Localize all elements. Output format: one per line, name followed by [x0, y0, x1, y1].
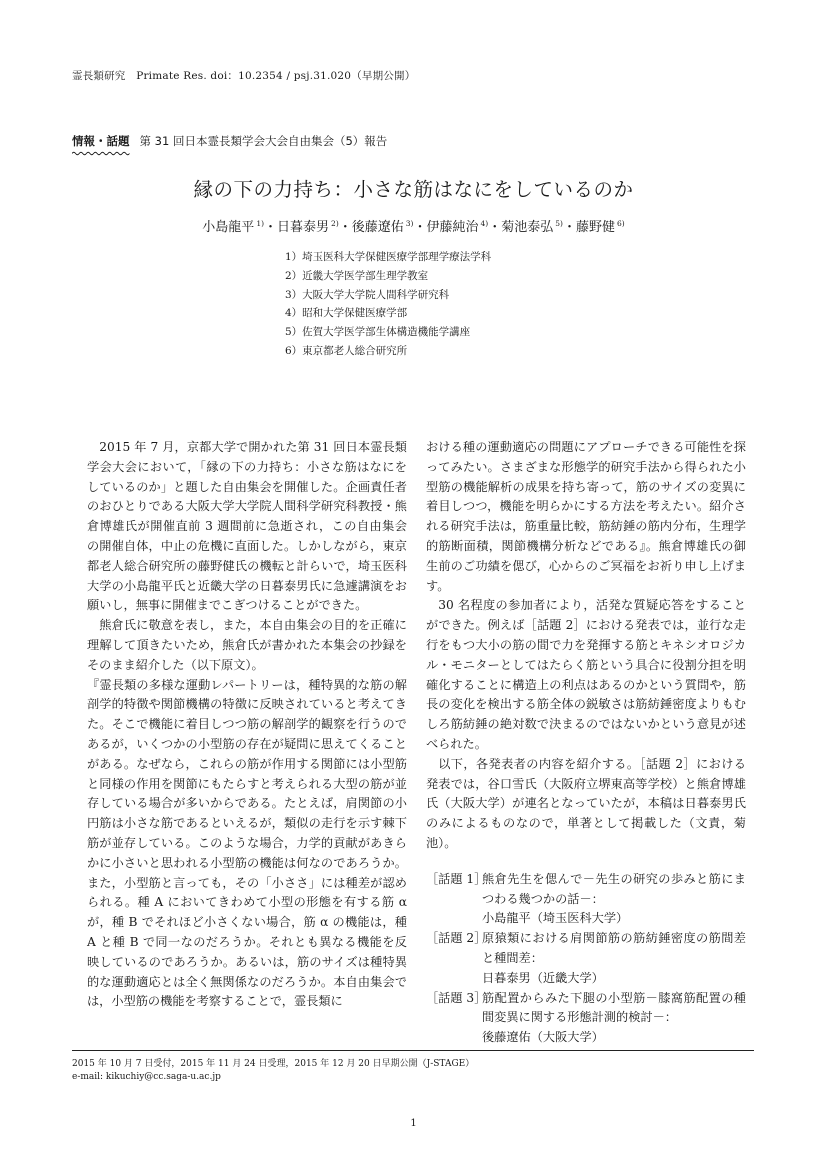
author-separator: ・: [413, 220, 427, 235]
topic-item: [426, 989, 746, 1048]
topic-item: [426, 870, 746, 929]
author-name: 菊池泰弘: [501, 220, 554, 235]
category-tag: [72, 134, 130, 151]
affiliation-item: 5）佐賀大学医学部生体構造機能学講座: [285, 326, 471, 339]
body-right-column: [426, 438, 746, 1048]
affiliation-item: 2）近畿大学医学部生理学教室: [285, 269, 429, 282]
topic-title: 原猿類における肩関節筋の筋紡錘密度の筋間差と種間差：: [482, 931, 746, 965]
topic-list: [426, 870, 746, 1048]
topic-number: ［話題 1］: [426, 871, 487, 886]
topic-title: 熊倉先生を偲んで－先生の研究の歩みと筋にまつわる幾つかの話－：: [482, 871, 746, 906]
affiliation-item: 1）埼玉医科大学保健医療学部理学療法学科: [285, 251, 492, 263]
author-affiliation-mark: 6): [616, 218, 625, 228]
report-tagline: [72, 133, 387, 149]
topic-speaker: 小島龍平（埼玉医科大学）: [482, 911, 629, 926]
body-paragraph: 2015 年 7 月，京都大学で開かれた第 31 回日本霊長類学会大会において，「縁の下の力持ち：小さな筋はなにをしているのか」と題した自由集会を開催した。企画責任者のおひとりである大阪大学大学院人間科学研究科教授・熊倉博雄氏が開催直前 3 週間前に急逝され，この自由集会の開催自体，中止の危機に直面した。しかしながら，東京都老人総合研究所の藤野健氏の機転と計らいで，埼玉医科大学の小島龍平氏と近畿大学の日暮泰男氏に急遽講演をお願いし，無事に開催までこぎつけることができた。: [87, 440, 407, 613]
topic-number: ［話題 3］: [426, 990, 487, 1005]
author-affiliation-mark: 2): [331, 218, 339, 228]
journal-header: 霊長類研究 Primate Res. doi：10.2354 / psj.31.020（早期公開）: [72, 70, 416, 82]
topic-title: 筋配置からみた下腿の小型筋－膝窩筋配置の種間変異に関する形態計測的検討－：: [482, 990, 746, 1025]
affiliation-item: 6）東京都老人総合研究所: [285, 344, 408, 357]
author-list: [0, 216, 827, 235]
abstract-quote-paragraph: 『霊長類の多様な運動レパートリーは，種特異的な筋の解剖学的特徴や関節機構の特徴に反映されていると考えてきた。そこで機能に着目しつつ筋の解剖学的観察を行うのであるが，いくつかの小型筋の存在が疑問に思えてくることがある。なぜなら，これらの筋が作用する関節には小型筋と同様の作用を関節にもたらすと考えられる大型の筋が並存している場合が多いからである。たとえば，肩関節の小円筋は小さな筋であるといえるが，類似の走行を示す棘下筋が並存している。このような場合，力学的貢献があきらかに小さいと思われる小型筋の機能は何なのであろうか。また，小型筋と言っても，その「小ささ」には種差が認められる。種 A においてきわめて小型の形態を有する筋 α が，種 B でそれほど小さくない場合，筋 α の機能は，種 A と種 B で同一なのだろうか。それとも異なる機能を反映しているのであろうか。あるいは，筋のサイズは種特異的な運動適応とは全く無関係なのだろうか。本自由集会では，小型筋の機能を考察することで，霊長類に: [87, 677, 407, 1009]
page-number: 1: [410, 1118, 417, 1129]
author-separator: ・: [562, 220, 576, 235]
author-separator: ・: [264, 220, 278, 235]
publication-dates: 2015 年 10 月 7 日受付，2015 年 11 月 24 日受理，2015 年 12 月 20 日早期公開（J-STAGE）: [72, 1059, 475, 1069]
body-paragraph: 熊倉氏に敬意を表し，また，本自由集会の目的を正確に理解して頂きたいため，熊倉氏が書かれた本集会の抄録をそのまま紹介した（以下原文）。: [87, 618, 407, 672]
report-title: 第 31 回日本霊長類学会大会自由集会（5）報告: [139, 134, 388, 148]
author-name: 日暮泰男: [277, 220, 330, 235]
body-paragraph: おける種の運動適応の問題にアプローチできる可能性を探ってみたい。さまざまな形態学的研究手法から得られた小型筋の機能解析の成果を持ち寄って，筋のサイズの変異に着目しつつ，機能を明らかにする方法を考えたい。紹介される研究手法は，筋重量比較，筋紡錘の筋内分布，生理学的筋断面積，関節機構分析などである』。熊倉博雄氏の御生前のご功績を偲び，心からのご冥福をお祈り申し上げます。: [426, 440, 746, 593]
topic-number: ［話題 2］: [426, 931, 487, 946]
affiliation-item: 4）昭和大学保健医療学部: [285, 307, 408, 320]
body-paragraph: 以下，各発表者の内容を紹介する。［話題 2］における発表では，谷口雪氏（大阪府立堺東高等学校）と熊倉博雄氏（大阪大学）が連名となっていたが，本稿は日暮泰男氏のみによるものなので，単著として掲載した（文責，菊池）。: [426, 756, 746, 850]
body-left-column: [87, 438, 407, 1012]
category-label: 情報・話題: [72, 134, 130, 148]
author-affiliation-mark: 1): [256, 218, 265, 228]
author-affiliation-mark: 5): [555, 218, 563, 228]
affiliation-list: [285, 248, 491, 361]
author-name: 小島龍平: [202, 220, 255, 235]
author-name: 後藤遼佑: [351, 220, 404, 235]
author-affiliation-mark: 4): [480, 218, 489, 228]
body-paragraph: 30 名程度の参加者により，活発な質疑応答をすることができた。例えば［話題 2］における発表では，並行な走行をもつ大小の筋の間で力を発揮する筋とキネシオロジカル・モニターとしてはたらく筋という具合に役割分担を明確化することに構造上の利点はあるのかという質問や，筋長の変化を検出する筋全体の鋭敏さは筋紡錘密度よりもむしろ筋紡錘の絶対数で決まるのではないかという意見が述べられた。: [426, 598, 746, 751]
wavy-underline-icon: [72, 151, 130, 156]
article-title: 縁の下の力持ち：小さな筋はなにをしているのか: [193, 178, 634, 201]
contact-email: e-mail: kikuchiy@cc.saga-u.ac.jp: [72, 1072, 221, 1082]
author-name: 伊藤純治: [426, 220, 479, 235]
topic-item: [426, 929, 746, 988]
author-affiliation-mark: 3): [405, 218, 414, 228]
footnote-divider: [72, 1050, 754, 1051]
author-separator: ・: [338, 220, 352, 235]
footnote: [72, 1058, 474, 1084]
topic-speaker: 日暮泰男（近畿大学）: [482, 970, 604, 985]
author-separator: ・: [488, 220, 502, 235]
affiliation-item: 3）大阪大学大学院人間科学研究科: [285, 288, 450, 301]
author-name: 藤野健: [575, 220, 615, 235]
topic-speaker: 後藤遼佑（大阪大学）: [482, 1030, 604, 1045]
